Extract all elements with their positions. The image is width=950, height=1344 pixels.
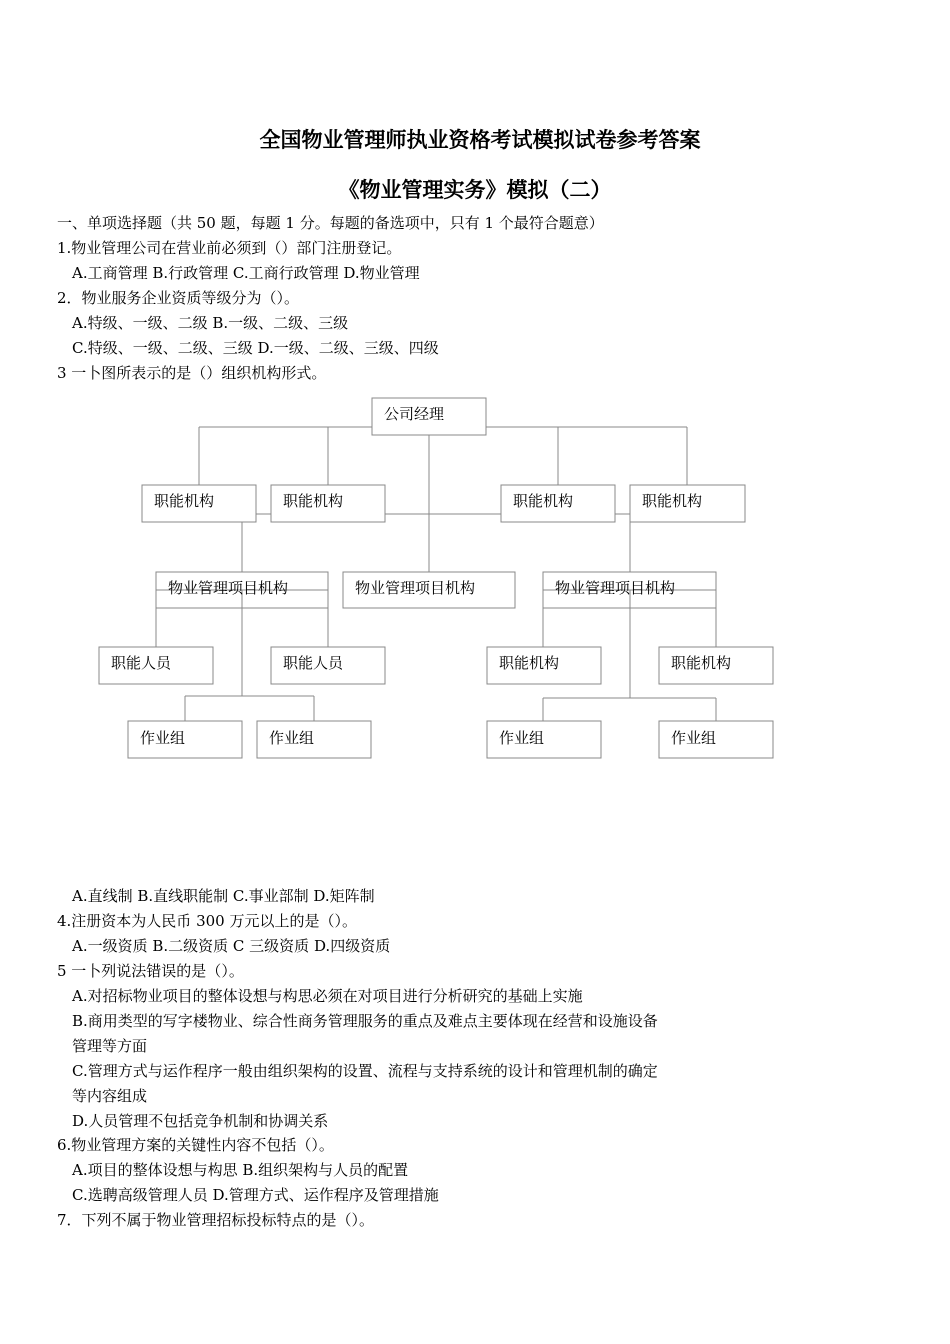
svg-text:公司经理: 公司经理 xyxy=(384,405,445,423)
question-6-options-a-b: A.项目的整体设想与构思 B.组织架构与人员的配置 xyxy=(72,1161,409,1179)
org-node-work-group-2 xyxy=(257,721,371,758)
org-chart xyxy=(0,390,950,770)
question-2: 2．物业服务企业资质等级分为（）。 xyxy=(57,289,300,307)
question-2-options-c-d: C.特级、一级、二级、三级 D.一级、二级、三级、四级 xyxy=(72,339,439,357)
svg-text:作业组: 作业组 xyxy=(269,729,315,747)
question-6: 6.物业管理方案的关键性内容不包括（）。 xyxy=(57,1136,334,1154)
question-2-options-a-b: A.特级、一级、二级 B.一级、二级、三级 xyxy=(72,314,349,332)
org-node-company-manager xyxy=(372,398,486,435)
document-title: 全国物业管理师执业资格考试模拟试卷参考答案 xyxy=(259,127,701,152)
org-node-function-unit-5 xyxy=(487,647,601,684)
svg-text:职能人员: 职能人员 xyxy=(111,654,172,672)
svg-text:作业组: 作业组 xyxy=(499,729,545,747)
section-heading: 一、单项选择题（共 50 题，每题 1 分。每题的备选项中，只有 1 个最符合题意） xyxy=(57,214,604,232)
org-node-function-unit-4 xyxy=(630,485,745,522)
org-node-function-unit-6 xyxy=(659,647,773,684)
svg-text:职能机构: 职能机构 xyxy=(283,492,344,510)
svg-text:职能机构: 职能机构 xyxy=(499,654,560,672)
svg-text:职能机构: 职能机构 xyxy=(513,492,574,510)
question-4: 4.注册资本为人民币 300 万元以上的是（）。 xyxy=(57,912,357,930)
question-4-options: A.一级资质 B.二级资质 C 三级资质 D.四级资质 xyxy=(72,937,391,955)
svg-text:物业管理项目机构: 物业管理项目机构 xyxy=(168,579,289,597)
question-1: 1.物业管理公司在营业前必须到（）部门注册登记。 xyxy=(57,239,402,257)
svg-text:职能机构: 职能机构 xyxy=(154,492,215,510)
org-node-staff-1 xyxy=(99,647,213,684)
svg-text:作业组: 作业组 xyxy=(140,729,186,747)
question-3: 3 一卜图所表示的是（）组织机构形式。 xyxy=(57,364,327,382)
question-5-option-c: C.管理方式与运作程序一般由组织架构的设置、流程与支持系统的设计和管理机制的确定 xyxy=(72,1062,658,1080)
question-1-options: A.工商管理 B.行政管理 C.工商行政管理 D.物业管理 xyxy=(72,264,420,282)
question-6-options-c-d: C.选聘高级管理人员 D.管理方式、运作程序及管理措施 xyxy=(72,1186,439,1204)
question-5-option-b-cont: 管理等方面 xyxy=(72,1037,148,1055)
question-7: 7．下列不属于物业管理招标投标特点的是（）。 xyxy=(57,1211,375,1229)
question-5-option-d: D.人员管理不包括竞争机制和协调关系 xyxy=(72,1112,329,1130)
question-5: 5 一卜列说法错误的是（）。 xyxy=(57,962,244,980)
org-node-work-group-3 xyxy=(487,721,601,758)
org-node-function-unit-2 xyxy=(271,485,385,522)
svg-text:物业管理项目机构: 物业管理项目机构 xyxy=(355,579,476,597)
org-node-function-unit-1 xyxy=(142,485,256,522)
question-5-option-c-cont: 等内容组成 xyxy=(72,1087,148,1105)
org-node-work-group-4 xyxy=(659,721,773,758)
org-node-project-unit-2 xyxy=(343,572,515,608)
question-3-options: A.直线制 B.直线职能制 C.事业部制 D.矩阵制 xyxy=(72,887,375,905)
org-node-function-unit-3 xyxy=(501,485,615,522)
svg-text:物业管理项目机构: 物业管理项目机构 xyxy=(555,579,676,597)
svg-text:作业组: 作业组 xyxy=(671,729,717,747)
svg-text:职能机构: 职能机构 xyxy=(642,492,703,510)
svg-text:职能机构: 职能机构 xyxy=(671,654,732,672)
org-node-work-group-1 xyxy=(128,721,242,758)
question-5-option-b: B.商用类型的写字楼物业、综合性商务管理服务的重点及难点主要体现在经营和设施设备 xyxy=(72,1012,658,1030)
org-node-staff-2 xyxy=(271,647,385,684)
question-5-option-a: A.对招标物业项目的整体设想与构思必须在对项目进行分析研究的基础上实施 xyxy=(72,987,583,1005)
document-subtitle: 《物业管理实务》模拟（二） xyxy=(338,177,612,202)
svg-text:职能人员: 职能人员 xyxy=(283,654,344,672)
